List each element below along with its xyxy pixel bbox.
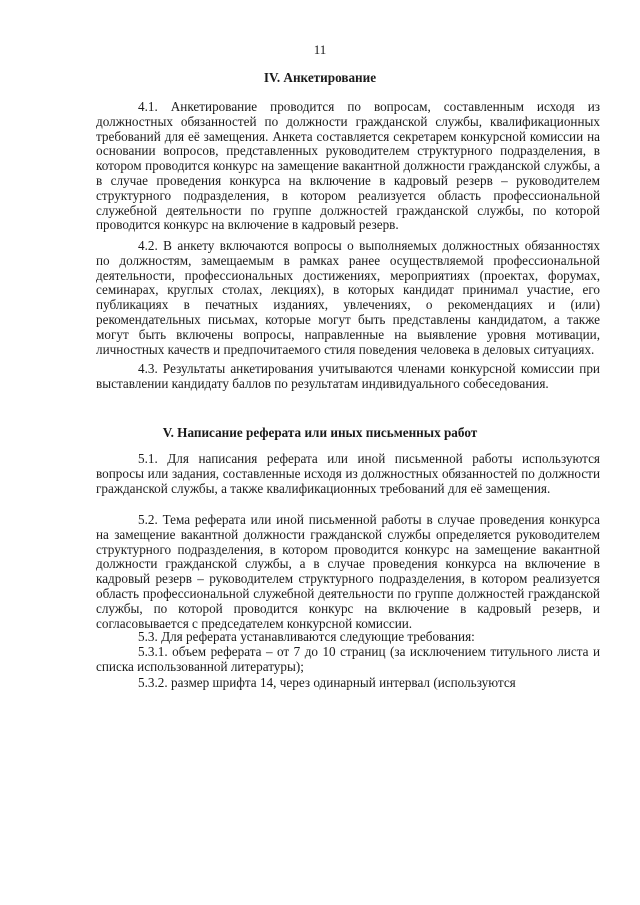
paragraph-5-3-1: 5.3.1. объем реферата – от 7 до 10 страниц (за исключением титульного листа и списка использованной литературы); xyxy=(96,644,600,674)
paragraph-5-1: 5.1. Для написания реферата или иной письменной работы используются вопросы или задания, составленные исходя из должностных обязанностей по должности гражданской службы, а также квалификационных требований для её замещения. xyxy=(96,451,600,496)
paragraph-5-3-2: 5.3.2. размер шрифта 14, через одинарный интервал (используются xyxy=(138,675,516,690)
paragraph-4-1: 4.1. Анкетирование проводится по вопросам, составленным исходя из должностных обязанностей по должности гражданской службы, квалификационных требований для её замещения. Анкета составляется секретарем конкурсной комиссии на основании вопросов, представленных руководителем структурного подразделения, в котором проводится конкурс на замещение вакантной должности гражданской службы, а в случае проведения конкурса на включение в кадровый резерв – руководителем структурного подразделения, в котором реализуется область профессиональной служебной деятельности по группе должностей гражданской службы, по которой проводится конкурс на включение в кадровый резерв. xyxy=(96,99,600,233)
section-4-title: IV. Анкетирование xyxy=(263,70,377,85)
paragraph-4-3: 4.3. Результаты анкетирования учитываются членами конкурсной комиссии при выставлении кандидату баллов по результатам индивидуального собеседования. xyxy=(96,361,600,391)
section-5-title: V. Написание реферата или иных письменных работ xyxy=(162,425,478,440)
paragraph-5-2: 5.2. Тема реферата или иной письменной работы в случае проведения конкурса на замещение вакантной должности гражданской службы определяется руководителем структурного подразделения, в котором проводится конкурс на замещение вакантной должности гражданской службы, а в случае проведения конкурса на включение в кадровый резерв – руководителем структурного подразделения, в котором реализуется область профессиональной служебной деятельности по группе должностей гражданской службы, по которой проводится конкурс на включение в кадровый резерв, и согласовывается с председателем конкурсной комиссии. xyxy=(96,512,600,631)
paragraph-5-3: 5.3. Для реферата устанавливаются следующие требования: xyxy=(138,629,475,644)
page-number: 11 xyxy=(313,42,327,57)
paragraph-4-2: 4.2. В анкету включаются вопросы о выполняемых должностных обязанностях по должностям, замещаемым в рамках ранее осуществляемой профессиональной деятельности, профессиональных достижениях, мероприятиях (проектах, форумах, семинарах, круглых столах, лекциях), в которых кандидат принимал участие, его публикациях в печатных изданиях, увлечениях, о рекомендациях и (или) рекомендательных письмах, которые могут быть представлены кандидатом, а также могут быть включены вопросы, направленные на выявление уровня мотивации, личностных качеств и предпочитаемого стиля поведения человека в деловых ситуациях. xyxy=(96,238,600,357)
